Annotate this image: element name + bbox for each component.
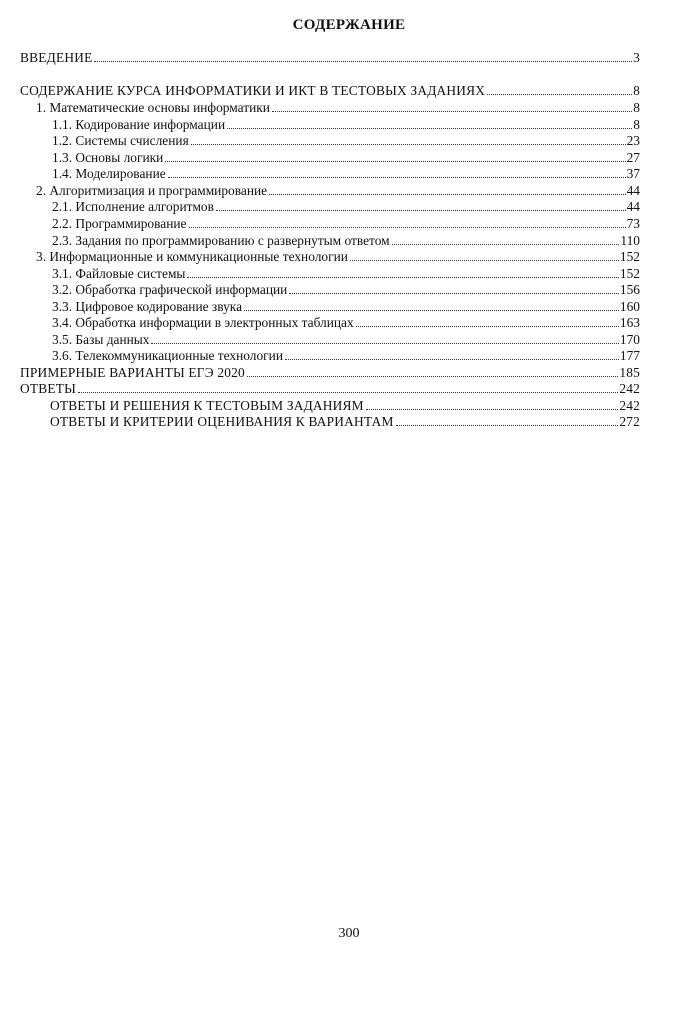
toc-entry-answers-tests[interactable] — [50, 398, 640, 414]
leader-dots — [216, 210, 626, 211]
toc-entry-label: 2.3. Задания по программированию с развернутым ответом — [52, 233, 390, 248]
leader-dots — [285, 359, 619, 360]
leader-dots — [269, 194, 626, 195]
toc-entry-label: 3.1. Файловые системы — [52, 266, 186, 281]
toc-entry-course[interactable] — [20, 83, 640, 99]
toc-entry-page: 160 — [619, 299, 640, 314]
toc-entry-page: 152 — [619, 249, 640, 264]
toc-entry-1-1[interactable] — [52, 117, 640, 133]
page-number: 300 — [338, 926, 360, 941]
toc-entry-page: 170 — [619, 332, 640, 347]
toc-entry-page: 3 — [633, 50, 640, 65]
toc-entry-label: 3.4. Обработка информации в электронных таблицах — [52, 315, 354, 330]
toc-entry-page: 8 — [633, 100, 640, 115]
toc-entry-label: 1.4. Моделирование — [52, 166, 166, 181]
leader-dots — [94, 61, 632, 62]
toc-entry-3-2[interactable] — [52, 282, 640, 298]
toc-entry-page: 44 — [626, 183, 640, 198]
leader-dots — [272, 111, 632, 112]
toc-entry-label: 3.2. Обработка графической информации — [52, 282, 288, 297]
leader-dots — [356, 326, 619, 327]
toc-entry-2-3[interactable] — [52, 233, 640, 249]
toc-entry-page: 8 — [633, 117, 640, 132]
leader-dots — [392, 244, 620, 245]
leader-dots — [289, 293, 619, 294]
leader-dots — [165, 161, 625, 162]
toc-entry-2-2[interactable] — [52, 216, 640, 232]
toc-entry-2-1[interactable] — [52, 199, 640, 215]
toc-entry-section-1[interactable] — [36, 100, 640, 116]
leader-dots — [244, 310, 619, 311]
toc-entry-label: 2.2. Программирование — [52, 216, 187, 231]
toc-entry-page: 272 — [619, 414, 640, 429]
toc-entry-section-2[interactable] — [36, 183, 640, 199]
toc-entry-page: 23 — [626, 133, 640, 148]
toc-entry-page: 156 — [619, 282, 640, 297]
toc-entry-label: ОТВЕТЫ — [20, 381, 77, 396]
toc-entry-label: ОТВЕТЫ И КРИТЕРИИ ОЦЕНИВАНИЯ К ВАРИАНТАМ — [50, 414, 394, 429]
toc-entry-label: 1.1. Кодирование информации — [52, 117, 226, 132]
toc-entry-label: ОТВЕТЫ И РЕШЕНИЯ К ТЕСТОВЫМ ЗАДАНИЯМ — [50, 398, 364, 413]
leader-dots — [350, 260, 619, 261]
toc-entry-section-3[interactable] — [36, 249, 640, 265]
leader-dots — [78, 392, 618, 393]
page-title: СОДЕРЖАНИЕ — [292, 17, 406, 33]
toc-entry-page: 73 — [626, 216, 640, 231]
toc-entry-3-3[interactable] — [52, 299, 640, 315]
toc-entry-page: 152 — [619, 266, 640, 281]
toc-entry-label: 1.2. Системы счисления — [52, 133, 189, 148]
leader-dots — [396, 425, 619, 426]
toc-entry-label: 3. Информационные и коммуникационные технологии — [36, 249, 348, 264]
leader-dots — [247, 376, 618, 377]
leader-dots — [487, 94, 632, 95]
toc-entry-label: 3.5. Базы данных — [52, 332, 150, 347]
toc-entry-1-4[interactable] — [52, 166, 640, 182]
toc-entry-page: 242 — [619, 381, 640, 396]
toc-entry-3-5[interactable] — [52, 332, 640, 348]
toc-entry-page: 110 — [620, 233, 640, 248]
toc-entry-label: СОДЕРЖАНИЕ КУРСА ИНФОРМАТИКИ И ИКТ В ТЕСТОВЫХ ЗАДАНИЯХ — [20, 83, 486, 98]
toc-entry-label: ПРИМЕРНЫЕ ВАРИАНТЫ ЕГЭ 2020 — [20, 365, 245, 380]
leader-dots — [187, 277, 618, 278]
toc-entry-page: 37 — [626, 166, 640, 181]
toc-entry-3-1[interactable] — [52, 266, 640, 282]
toc-entry-label: 2. Алгоритмизация и программирование — [36, 183, 268, 198]
toc-entry-label: ВВЕДЕНИЕ — [20, 50, 93, 65]
toc-entry-page: 177 — [619, 348, 640, 363]
toc-entry-page: 242 — [619, 398, 640, 413]
toc-entry-page: 163 — [619, 315, 640, 330]
toc-entry-label: 1. Математические основы информатики — [36, 100, 270, 115]
toc-entry-1-2[interactable] — [52, 133, 640, 149]
toc-entry-page: 44 — [626, 199, 640, 214]
toc-entry-label: 1.3. Основы логики — [52, 150, 164, 165]
leader-dots — [191, 144, 626, 145]
toc-entry-variants[interactable] — [20, 365, 640, 381]
toc-entry-label: 2.1. Исполнение алгоритмов — [52, 199, 214, 214]
leader-dots — [168, 177, 626, 178]
toc-entry-label: 3.3. Цифровое кодирование звука — [52, 299, 243, 314]
toc-entry-intro[interactable] — [20, 50, 640, 66]
toc-entry-3-6[interactable] — [52, 348, 640, 364]
toc-entry-answers-variants[interactable] — [50, 414, 640, 430]
leader-dots — [366, 409, 619, 410]
toc-entry-label: 3.6. Телекоммуникационные технологии — [52, 348, 284, 363]
toc-entry-page: 27 — [626, 150, 640, 165]
leader-dots — [189, 227, 626, 228]
leader-dots — [227, 128, 632, 129]
toc-entry-answers[interactable] — [20, 381, 640, 397]
toc-entry-page: 185 — [619, 365, 640, 380]
toc-entry-1-3[interactable] — [52, 150, 640, 166]
toc-entry-page: 8 — [633, 83, 640, 98]
leader-dots — [151, 343, 618, 344]
toc-entry-3-4[interactable] — [52, 315, 640, 331]
